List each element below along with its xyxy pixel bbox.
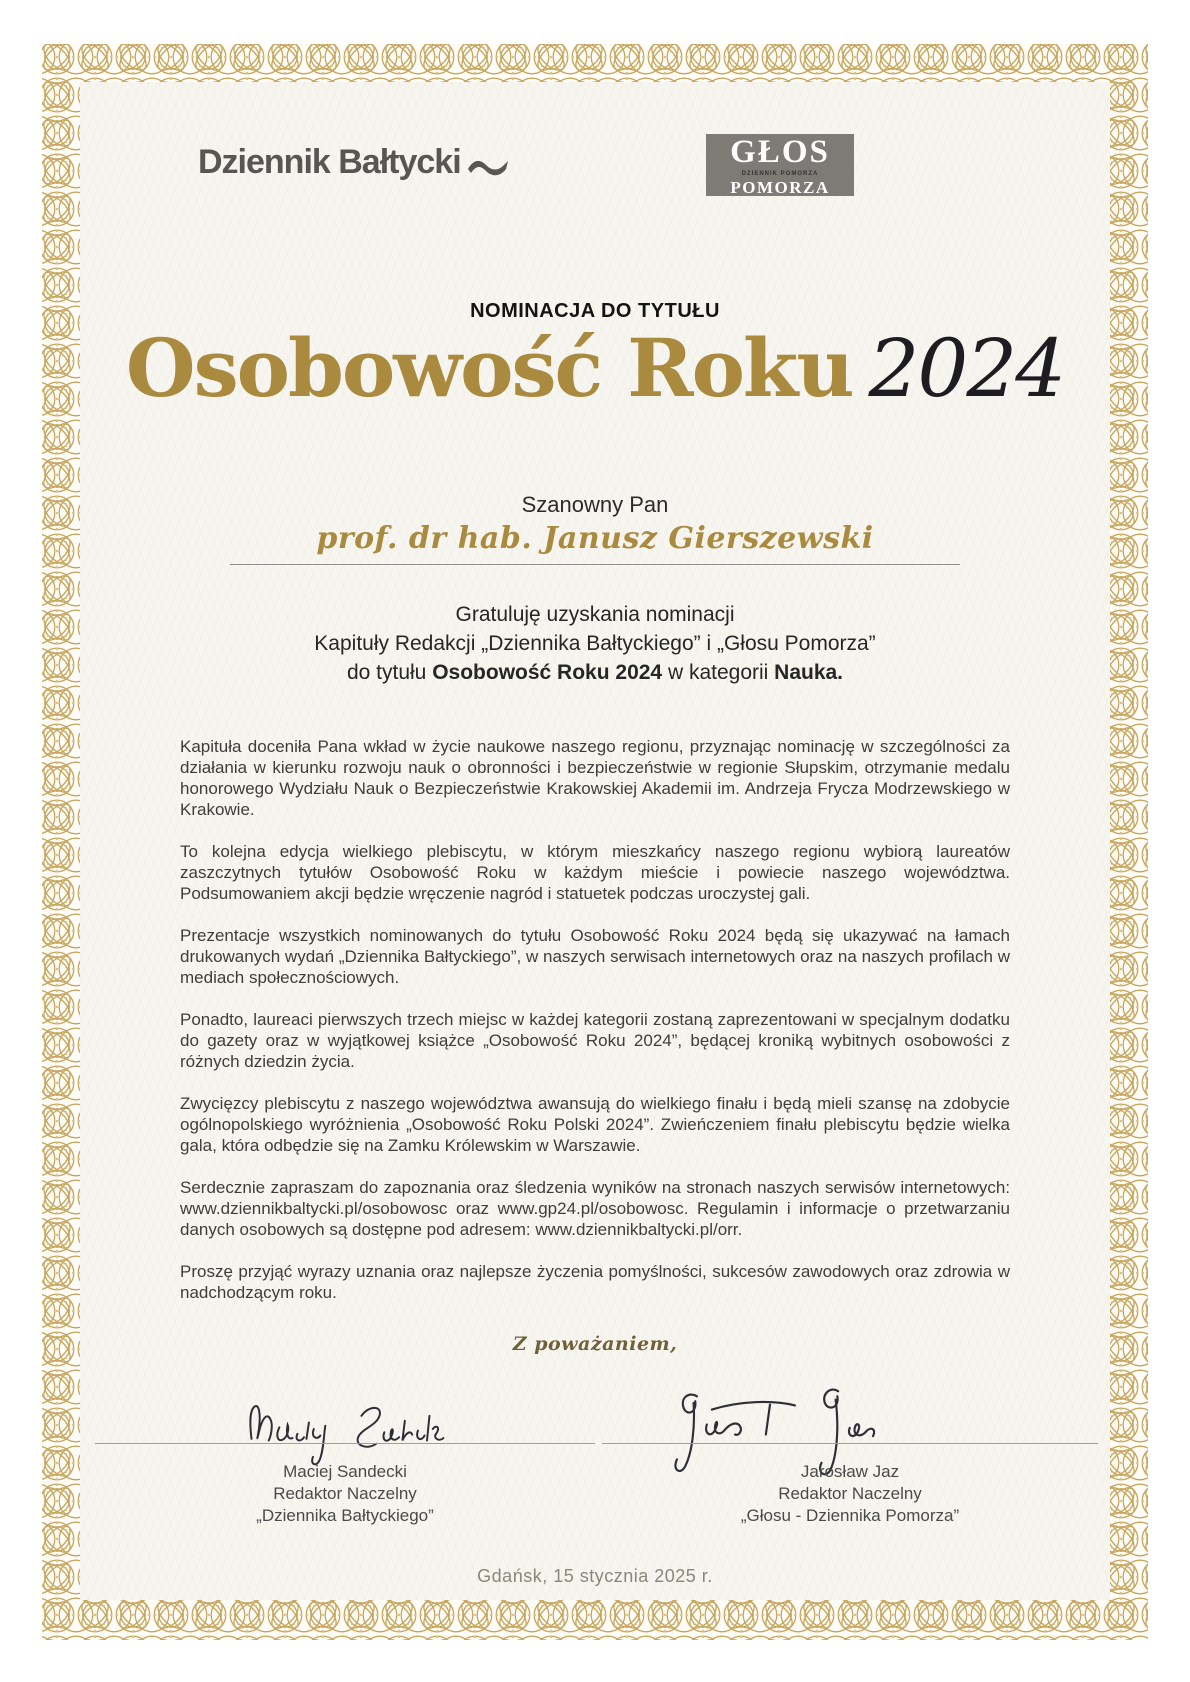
greeting-line-3-category: Nauka. [774, 661, 844, 684]
place-and-date: Gdańsk, 15 stycznia 2025 r. [477, 1566, 713, 1586]
paragraph-3: Prezentacje wszystkich nominowanych do tytułu Osobowość Roku 2024 będą się ukazywać na łamach drukowanych wydań „Dziennika Bałtyckiego”, w naszych serwisach internetowych oraz na naszych profilach w mediach społecznościowych. [180, 926, 1010, 987]
signatory-right-role: Redaktor Naczelny [778, 1484, 922, 1503]
paragraph-5: Zwycięzcy plebiscytu z naszego województwa awansują do wielkiego finału i będą mieli szansę na zdobycie ogólnopolskiego wyróżnienia „Osobowość Roku Polski 2024”. Zwieńczeniem finału plebiscytu będzie wielka gala, która odbędzie się na Zamku Królewskim w Warszawie. [180, 1094, 1010, 1155]
main-title [0, 322, 1190, 415]
signatory-right-organization: „Głosu - Dziennika Pomorza” [740, 1506, 960, 1525]
greeting-line-3 [0, 658, 1190, 687]
name-divider-line [230, 564, 960, 565]
glos-pomorza-logo-bottom: POMORZA [730, 178, 830, 197]
greeting-line-3-title: Osobowość Roku 2024 [432, 661, 663, 684]
paragraph-7: Proszę przyjąć wyrazy uznania oraz najlepsze życzenia pomyślności, sukcesów zawodowych oraz zdrowia w nadchodzącym roku. [180, 1262, 1010, 1302]
signature-maciej-sandecki [220, 1388, 470, 1470]
greeting-line-3-mid: w kategorii [662, 661, 775, 684]
nomination-kicker: NOMINACJA DO TYTUŁU [470, 300, 720, 322]
dziennik-baltycki-logo [198, 138, 508, 186]
signatory-left-name: Maciej Sandecki [283, 1462, 407, 1481]
signatory-left [95, 1461, 595, 1527]
signatory-left-role: Redaktor Naczelny [273, 1484, 417, 1503]
signatory-right-name: Jarosław Jaz [800, 1462, 900, 1481]
letter-body [180, 736, 1010, 1324]
paragraph-2: To kolejna edycja wielkiego plebiscytu, w którym mieszkańcy naszego regionu wybiorą laureatów zaszczytnych tytułów Osobowość Roku w każdym mieście i powiecie naszego województwa. Podsumowaniem akcji będzie wręczenie nagród i statuetek podczas uroczystej gali. [180, 842, 1010, 903]
signature-line-right [602, 1443, 1098, 1444]
valediction: Z poważaniem, [512, 1333, 678, 1355]
greeting-line-1: Gratuluję uzyskania nominacji [455, 603, 735, 626]
signatory-left-organization: „Dziennika Bałtyckiego” [256, 1506, 434, 1525]
paragraph-4: Ponadto, laureaci pierwszych trzech miejsc w każdej kategorii zostaną zaprezentowani w specjalnym dodatku do gazety oraz w wyjątkowej książce „Osobowość Roku 2024”, będącej kroniką wybitnych osobowości z różnych dziedzin życia. [180, 1010, 1010, 1071]
glos-pomorza-logo-top: GŁOS [730, 134, 830, 170]
greeting-block [0, 600, 1190, 687]
paragraph-1: Kapituła doceniła Pana wkład w życie naukowe naszego regionu, przyznając nominację w szczególności za działania w kierunku rozwoju nauk o obronności i bezpieczeństwie w regionie Słupskim, otrzymanie medalu honorowego Wydziału Nauk o Bezpieczeństwie Krakowskiej Akademii im. Andrzeja Frycza Modrzewskiego w Krakowie. [180, 737, 1010, 819]
salutation: Szanowny Pan [521, 492, 669, 517]
main-title-year: 2024 [868, 322, 1065, 415]
signatory-right [600, 1461, 1100, 1527]
main-title-text: Osobowość Roku [125, 321, 853, 415]
greeting-line-3-pre: do tytułu [346, 661, 433, 684]
signature-line-left [95, 1443, 595, 1444]
glos-pomorza-logo [706, 134, 854, 196]
dziennik-baltycki-logo-text: Dziennik Bałtycki [198, 142, 461, 181]
greeting-line-2: Kapituły Redakcji „Dziennika Bałtyckiego” i „Głosu Pomorza” [314, 632, 876, 655]
paragraph-6: Serdecznie zapraszam do zapoznania oraz śledzenia wyników na stronach naszych serwisów internetowych: www.dziennikbaltycki.pl/osobowosc oraz www.gp24.pl/osobowosc. Regulamin i informacje o przetwarzaniu danych osobowych są dostępne pod adresem: www.dziennikbaltycki.pl/orr. [180, 1178, 1010, 1239]
glos-pomorza-logo-tagline: DZIENNIK POMORZA [741, 171, 819, 177]
recipient-name: prof. dr hab. Janusz Gierszewski [316, 521, 874, 556]
wave-icon [468, 157, 508, 177]
